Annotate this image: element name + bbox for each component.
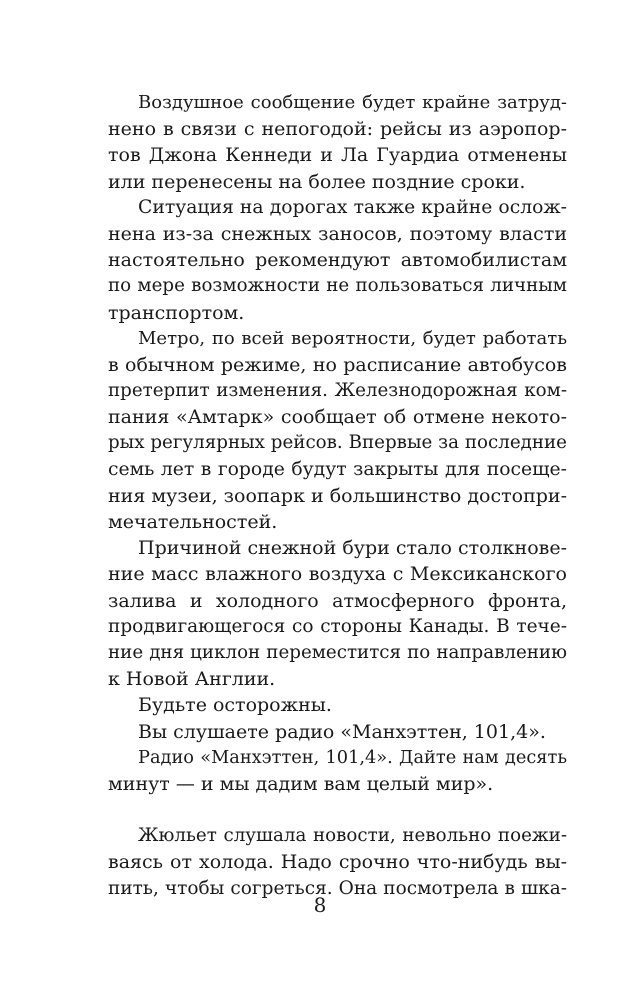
paragraph-7 <box>108 745 567 797</box>
text-line: залива и холодного атмосферного фронта, <box>108 589 567 612</box>
text-line: Радио «Манхэттен, 101,4». Дайте нам десять <box>138 747 567 768</box>
text-line: настоятельно рекомендуют автомобилистам <box>108 249 567 272</box>
text-line: нена из-за снежных заносов, поэтому власти <box>108 222 567 245</box>
text-line: Жюльет слушала новости, невольно поежи- <box>138 825 567 847</box>
text-line: Метро, по всей вероятности, будет работать <box>138 327 567 349</box>
text-line: Воздушное сообщение будет крайне затруд- <box>138 92 567 113</box>
text-line: мечательностей. <box>108 511 278 533</box>
text-line: Ситуация на дорогах также крайне ослож- <box>138 196 567 218</box>
paragraph-3 <box>108 326 567 536</box>
text-line: продвигающегося со стороны Канады. В тече- <box>108 615 567 637</box>
text-line: транспортом. <box>108 301 245 324</box>
text-line: по мере возможности не пользоваться личным <box>108 275 567 297</box>
text-line: ние дня циклон переместится по направлению <box>108 641 567 663</box>
text-line: претерпит изменения. Железнодорожная ком- <box>108 380 567 402</box>
text-line: ния музеи, зоопарк и большинство достопри- <box>108 484 567 507</box>
text-line: в обычном режиме, но расписание автобусов <box>108 353 567 376</box>
page-body <box>108 90 567 902</box>
paragraph-1 <box>108 90 567 195</box>
section-break <box>108 797 567 823</box>
paragraph-2 <box>108 195 567 326</box>
text-line: нено в связи с непогодой: рейсы из аэропор- <box>108 118 567 141</box>
page-number: 8 <box>313 893 327 917</box>
paragraph-4 <box>108 535 567 692</box>
text-line: ние масс влажного воздуха с Мексиканского <box>108 563 567 586</box>
text-line: к Новой Англии. <box>108 668 276 691</box>
text-line: пить, чтобы согреться. Она посмотрела в шка- <box>108 877 567 899</box>
text-line: тов Джона Кеннеди и Ла Гуардиа отменены <box>108 144 567 167</box>
paragraph-5 <box>108 692 567 718</box>
text-line: пания «Амтарк» сообщает об отмене некото- <box>108 406 567 429</box>
text-line: или перенесены на более поздние сроки. <box>108 170 526 193</box>
text-line: минут — и мы дадим вам целый мир». <box>108 772 494 795</box>
text-line: семь лет в городе будут закрыты для посеще- <box>108 458 567 480</box>
paragraph-6 <box>108 719 567 745</box>
text-line: Вы слушаете радио «Манхэттен, 101,4». <box>138 720 546 743</box>
text-line: Причиной снежной бури стало столкнове- <box>138 537 567 560</box>
text-line: рых регулярных рейсов. Впервые за последние <box>108 432 567 454</box>
paragraph-8 <box>108 823 567 902</box>
text-line: Будьте осторожны. <box>138 694 332 717</box>
text-line: ваясь от холода. Надо срочно что-нибудь вы- <box>108 851 567 874</box>
